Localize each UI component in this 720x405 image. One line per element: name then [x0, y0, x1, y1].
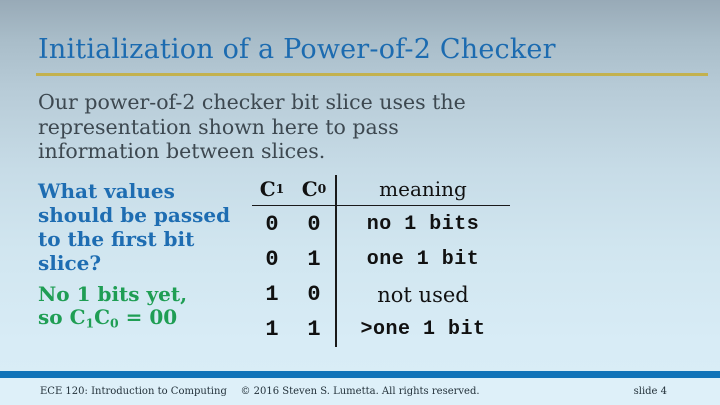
- footer: [0, 378, 720, 405]
- answer-text: [38, 283, 187, 329]
- table-row-3-meaning: not used: [377, 282, 469, 307]
- answer-line-2-text: C: [94, 305, 111, 329]
- question-line-1: What values: [38, 179, 175, 203]
- question-text: [38, 179, 230, 275]
- footer-slide-number: slide 4: [633, 386, 667, 397]
- body-line-3: information between slices.: [38, 139, 326, 163]
- footer-divider-bar: [0, 371, 720, 378]
- table-row-4-c1: 1: [265, 317, 279, 342]
- c1-label: C: [259, 176, 276, 201]
- truth-table: [252, 172, 510, 347]
- question-line-2: should be passed: [38, 203, 231, 227]
- footer-copyright: © 2016 Steven S. Lumetta. All rights reserved.: [240, 386, 480, 397]
- answer-line-2: [38, 306, 187, 329]
- table-row-4-meaning: >one 1 bit: [360, 318, 486, 341]
- answer-line-2-text: so C: [38, 305, 86, 329]
- body-line-1: Our power-of-2 checker bit slice uses the: [38, 90, 466, 114]
- table-header-meaning: meaning: [336, 172, 510, 206]
- answer-c0-subscript: 0: [110, 315, 119, 331]
- table-row-2-meaning: one 1 bit: [366, 248, 480, 271]
- question-line-3: to the first bit: [38, 227, 195, 251]
- table-row-3-c1: 1: [265, 282, 279, 307]
- table-row-1-c0: 0: [307, 212, 321, 237]
- body-paragraph: [38, 90, 466, 164]
- question-line-4: slice?: [38, 251, 102, 275]
- c0-label: C: [301, 176, 318, 201]
- table-row-2-c1: 0: [265, 247, 279, 272]
- slide-title: Initialization of a Power-of-2 Checker: [38, 34, 556, 65]
- answer-c1-subscript: 1: [85, 315, 95, 331]
- footer-course-label: ECE 120: Introduction to Computing: [40, 386, 227, 397]
- table-row-3-c0: 0: [307, 282, 321, 307]
- answer-line-1: No 1 bits yet,: [38, 282, 188, 306]
- table-column-divider: [335, 175, 337, 347]
- table-header-c0: C 0: [292, 172, 336, 206]
- table-row-1-meaning: no 1 bits: [366, 213, 480, 236]
- table-header-c1: C 1: [252, 172, 292, 206]
- body-line-2: representation shown here to pass: [38, 114, 399, 139]
- table-row-1-c1: 0: [265, 212, 279, 237]
- table-row-4-c0: 1: [307, 317, 321, 342]
- title-underline-rule: [36, 73, 708, 76]
- table-row-2-c0: 1: [307, 247, 321, 272]
- answer-line-2-text: = 00: [118, 305, 178, 329]
